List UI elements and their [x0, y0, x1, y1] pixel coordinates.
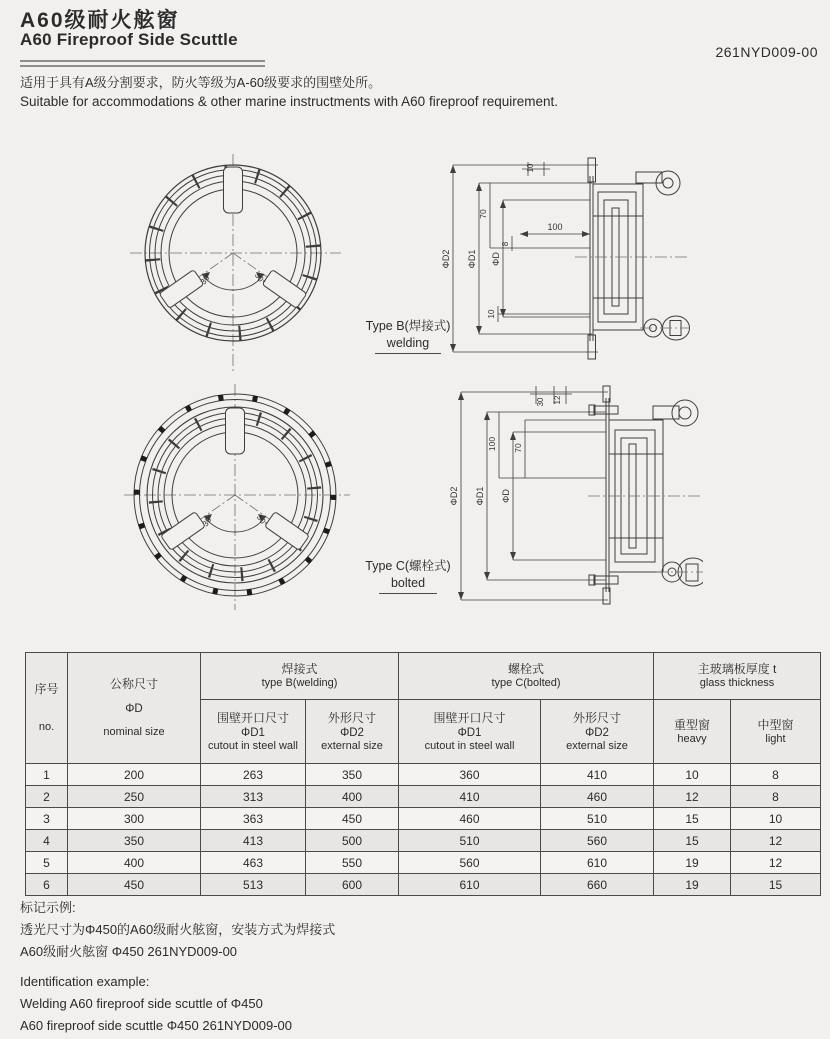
dim-label-b-8: 8: [501, 241, 510, 247]
table-row: [26, 874, 821, 896]
dim-label-c-d2: ΦD2: [449, 486, 459, 506]
table-cell: 12: [654, 786, 731, 808]
dim-label-b-70: 70: [478, 209, 488, 219]
col-header-cutout-c-en: cutout in steel wall: [424, 739, 515, 752]
description-en: Suitable for accommodations & other marine instructments with A60 fireproof requirement.: [20, 94, 559, 109]
col-header-no: [26, 653, 68, 764]
table-cell: 410: [541, 764, 654, 786]
left-lug: [159, 270, 204, 309]
col-header-light-zh: 中型窗: [757, 717, 794, 732]
table-cell: 8: [731, 786, 821, 808]
example-line1-en: Welding A60 fireproof side scuttle of Φ450: [20, 996, 263, 1011]
table-cell: 510: [399, 830, 541, 852]
group-header-glass-zh: 主玻璃板厚度 t: [697, 662, 777, 676]
dim-label-c-12: 12: [553, 395, 562, 405]
group-header-glass-en: glass thickness: [699, 677, 775, 689]
dim-label-c-70: 70: [513, 443, 523, 453]
angle-label-right: 30°: [252, 271, 268, 287]
table-cell: 410: [399, 786, 541, 808]
col-header-external-b-sym: ΦD2: [340, 726, 364, 739]
table-cell: 550: [306, 852, 399, 874]
table-cell: 600: [306, 874, 399, 896]
title-double-rule: [20, 60, 265, 67]
table-cell: 263: [201, 764, 306, 786]
table-cell: 400: [306, 786, 399, 808]
table-cell: 560: [399, 852, 541, 874]
group-header-bolted-zh: 螺栓式: [508, 662, 545, 676]
dim-label-c-d1: ΦD1: [475, 486, 485, 506]
col-header-cutout-c-sym: ΦD1: [457, 726, 482, 739]
dim-label-b-10-bottom: 10: [487, 309, 496, 319]
table-cell: 660: [541, 874, 654, 896]
figure-caption-type-c-sub: bolted: [379, 575, 437, 594]
col-header-nominal-sym: ΦD: [125, 703, 143, 715]
dim-label-c-d: ΦD: [501, 489, 511, 503]
table-cell: 560: [541, 830, 654, 852]
table-cell: 3: [26, 808, 68, 830]
col-header-cutout-b-en: cutout in steel wall: [208, 739, 298, 752]
col-header-cutout-b-sym: ΦD1: [241, 726, 265, 739]
col-header-no-zh: 序号: [34, 682, 59, 696]
figure-caption-type-b-title: Type B(焊接式): [365, 319, 451, 333]
angle-label-right: 30°: [254, 513, 270, 529]
table-cell: 19: [654, 852, 731, 874]
type-c-section-drawing: [448, 380, 703, 612]
dim-label-b-100: 100: [547, 222, 563, 232]
table-cell: 360: [399, 764, 541, 786]
group-header-welding-en: type B(welding): [261, 677, 338, 689]
table-cell: 363: [201, 808, 306, 830]
table-cell: 450: [306, 808, 399, 830]
table-cell: 450: [68, 874, 201, 896]
table-cell: 300: [68, 808, 201, 830]
dim-label-b-d1: ΦD1: [467, 249, 477, 269]
table-cell: 510: [541, 808, 654, 830]
table-row: [26, 808, 821, 830]
table-cell: 15: [654, 808, 731, 830]
top-lug: [226, 408, 245, 454]
col-header-external-c-zh: 外形尺寸: [573, 710, 622, 725]
col-header-external-c: [541, 700, 654, 764]
right-lug: [262, 270, 307, 309]
table-cell: 5: [26, 852, 68, 874]
document-number: 261NYD009-00: [715, 44, 818, 60]
col-header-light-en: light: [765, 732, 786, 745]
table-cell: 350: [306, 764, 399, 786]
table-cell: 350: [68, 830, 201, 852]
col-header-external-b-zh: 外形尺寸: [328, 710, 377, 725]
col-header-cutout-b-zh: 围壁开口尺寸: [216, 710, 289, 725]
table-cell: 4: [26, 830, 68, 852]
figure-caption-type-b-sub: welding: [375, 335, 441, 354]
col-header-heavy-en: heavy: [677, 732, 707, 745]
dim-label-b-d2: ΦD2: [441, 249, 451, 269]
type-b-front-view-drawing: [128, 152, 343, 374]
col-header-nominal: [68, 653, 201, 764]
angle-label-left: 30°: [200, 513, 216, 529]
dim-label-c-100: 100: [487, 436, 497, 452]
table-cell: 200: [68, 764, 201, 786]
table-cell: 10: [731, 808, 821, 830]
group-header-welding-zh: 焊接式: [281, 662, 318, 676]
table-cell: 15: [731, 874, 821, 896]
table-cell: 12: [731, 852, 821, 874]
description-zh: 适用于具有A级分割要求，防火等级为A-60级要求的围壁处所。: [20, 75, 382, 90]
col-header-nominal-en: nominal size: [103, 726, 165, 738]
angle-label-left: 30°: [198, 271, 214, 287]
table-row: [26, 764, 821, 786]
figure-caption-type-c-title: Type C(螺栓式): [365, 559, 451, 573]
table-cell: 6: [26, 874, 68, 896]
specification-table: [25, 652, 821, 896]
col-header-cutout-b: [201, 700, 306, 764]
page-title-zh: A60级耐火舷窗: [20, 9, 180, 32]
table-cell: 8: [731, 764, 821, 786]
table-cell: 610: [541, 852, 654, 874]
table-cell: 460: [399, 808, 541, 830]
table-cell: 610: [399, 874, 541, 896]
example-label-en: Identification example:: [20, 974, 150, 989]
col-header-nominal-zh: 公称尺寸: [109, 677, 158, 691]
col-header-external-b-en: external size: [321, 739, 383, 752]
table-cell: 19: [654, 874, 731, 896]
example-line2-zh: A60级耐火舷窗 Φ450 261NYD009-00: [20, 944, 238, 959]
col-header-light: [731, 700, 821, 764]
table-cell: 10: [654, 764, 731, 786]
example-line1-zh: 透光尺寸为Φ450的A60级耐火舷窗，安装方式为焊接式: [20, 922, 336, 937]
group-header-bolted: [399, 653, 654, 700]
table-cell: 313: [201, 786, 306, 808]
dim-label-b-10-top: 10: [526, 163, 535, 173]
example-line2-en: A60 fireproof side scuttle Φ450 261NYD009-00: [20, 1018, 292, 1033]
group-header-bolted-en: type C(bolted): [491, 677, 561, 689]
type-b-section-drawing: [440, 156, 690, 361]
col-header-external-b: [306, 700, 399, 764]
table-cell: 500: [306, 830, 399, 852]
col-header-heavy-zh: 重型窗: [674, 717, 711, 732]
group-header-glass: [654, 653, 821, 700]
table-row: [26, 830, 821, 852]
page-title-en: A60 Fireproof Side Scuttle: [20, 30, 238, 49]
identification-example-block: [20, 897, 335, 1037]
col-header-heavy: [654, 700, 731, 764]
top-lug: [224, 167, 243, 213]
col-header-cutout-c-zh: 围壁开口尺寸: [433, 710, 506, 725]
table-cell: 413: [201, 830, 306, 852]
table-cell: 400: [68, 852, 201, 874]
table-row: [26, 786, 821, 808]
col-header-external-c-sym: ΦD2: [585, 726, 609, 739]
col-header-no-en: no.: [38, 721, 55, 733]
col-header-cutout-c: [399, 700, 541, 764]
example-label-zh: 标记示例:: [20, 900, 76, 915]
table-cell: 2: [26, 786, 68, 808]
table-cell: 513: [201, 874, 306, 896]
group-header-welding: [201, 653, 399, 700]
type-c-front-view-drawing: [122, 382, 352, 612]
dim-label-b-d: ΦD: [491, 252, 501, 266]
table-cell: 463: [201, 852, 306, 874]
table-cell: 12: [731, 830, 821, 852]
table-cell: 460: [541, 786, 654, 808]
table-cell: 15: [654, 830, 731, 852]
table-cell: 250: [68, 786, 201, 808]
table-row: [26, 852, 821, 874]
table-cell: 1: [26, 764, 68, 786]
col-header-external-c-en: external size: [566, 739, 628, 752]
dim-label-c-30: 30: [536, 397, 545, 407]
